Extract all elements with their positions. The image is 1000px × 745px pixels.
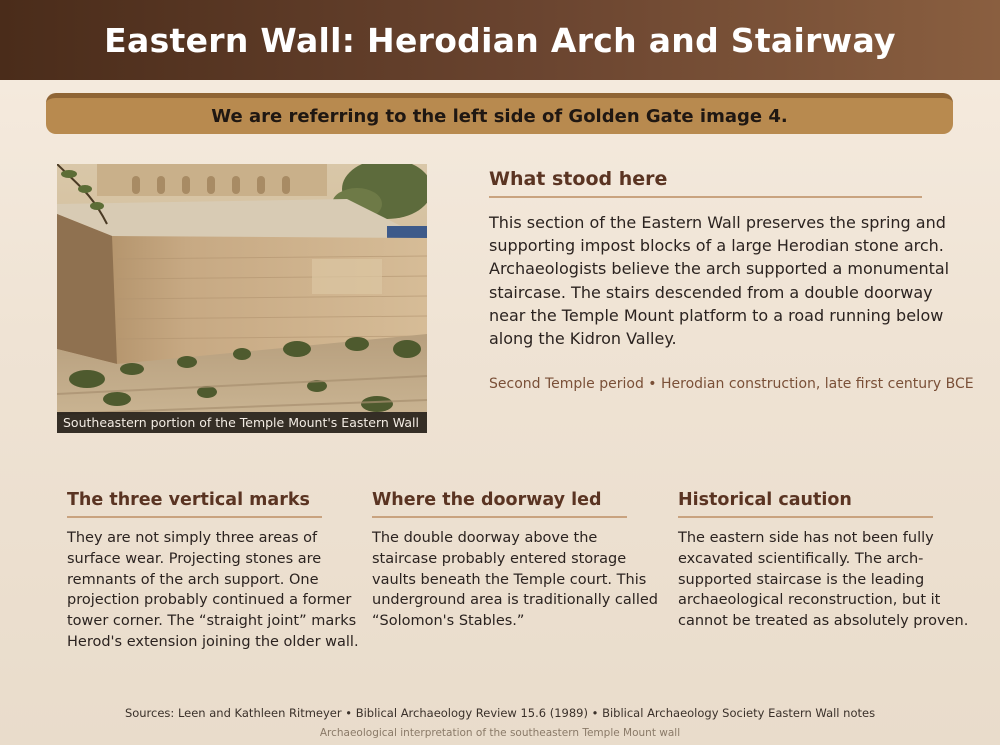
vertical-marks-heading: The three vertical marks — [67, 490, 322, 518]
doorway-column — [372, 490, 667, 632]
page-title: Eastern Wall: Herodian Arch and Stairway — [104, 20, 896, 60]
doorway-heading: Where the doorway led — [372, 490, 627, 518]
reference-banner-text: We are referring to the left side of Golden Gate image 4. — [211, 105, 788, 127]
reference-banner — [46, 93, 953, 134]
what-stood-here-heading: What stood here — [489, 168, 922, 198]
vertical-marks-body: They are not simply three areas of surface wear. Projecting stones are remnants of the arch support. One projection probably continued a former tower corner. The “straight joint” marks Herod's extension joining the older wall. — [67, 530, 359, 650]
doorway-body: The double doorway above the staircase probably entered storage vaults beneath the Temple court. This underground area is traditionally called “Solomon's Stables.” — [372, 530, 658, 630]
page-header — [0, 0, 1000, 80]
wall-photo-illustration — [57, 164, 427, 433]
historical-caution-column — [678, 490, 973, 632]
footer-note: Archaeological interpretation of the southeastern Temple Mount wall — [319, 727, 681, 739]
photo-caption: Southeastern portion of the Temple Mount's Eastern Wall — [57, 412, 427, 433]
what-stood-here-section — [489, 168, 974, 393]
sources-line: Sources: Leen and Kathleen Ritmeyer • Biblical Archaeology Review 15.6 (1989) • Biblical Archaeology Society Eastern Wall notes — [124, 706, 876, 720]
historical-caution-body: The eastern side has not been fully excavated scientifically. The arch-supported staircase is the leading archaeological reconstruction, but it cannot be treated as absolutely proven. — [678, 530, 969, 630]
historical-caution-heading: Historical caution — [678, 490, 933, 518]
eastern-wall-photo — [57, 164, 427, 433]
vertical-marks-column — [67, 490, 362, 653]
what-stood-here-body: This section of the Eastern Wall preserves the spring and supporting impost blocks of a large Herodian stone arch. Archaeologists believe the arch supported a monumental staircase. The stairs descended from a double doorway near the Temple Mount platform to a road running below along the Kidron Valley. — [489, 213, 950, 349]
period-meta: Second Temple period • Herodian construction, late first century BCE — [489, 376, 974, 393]
